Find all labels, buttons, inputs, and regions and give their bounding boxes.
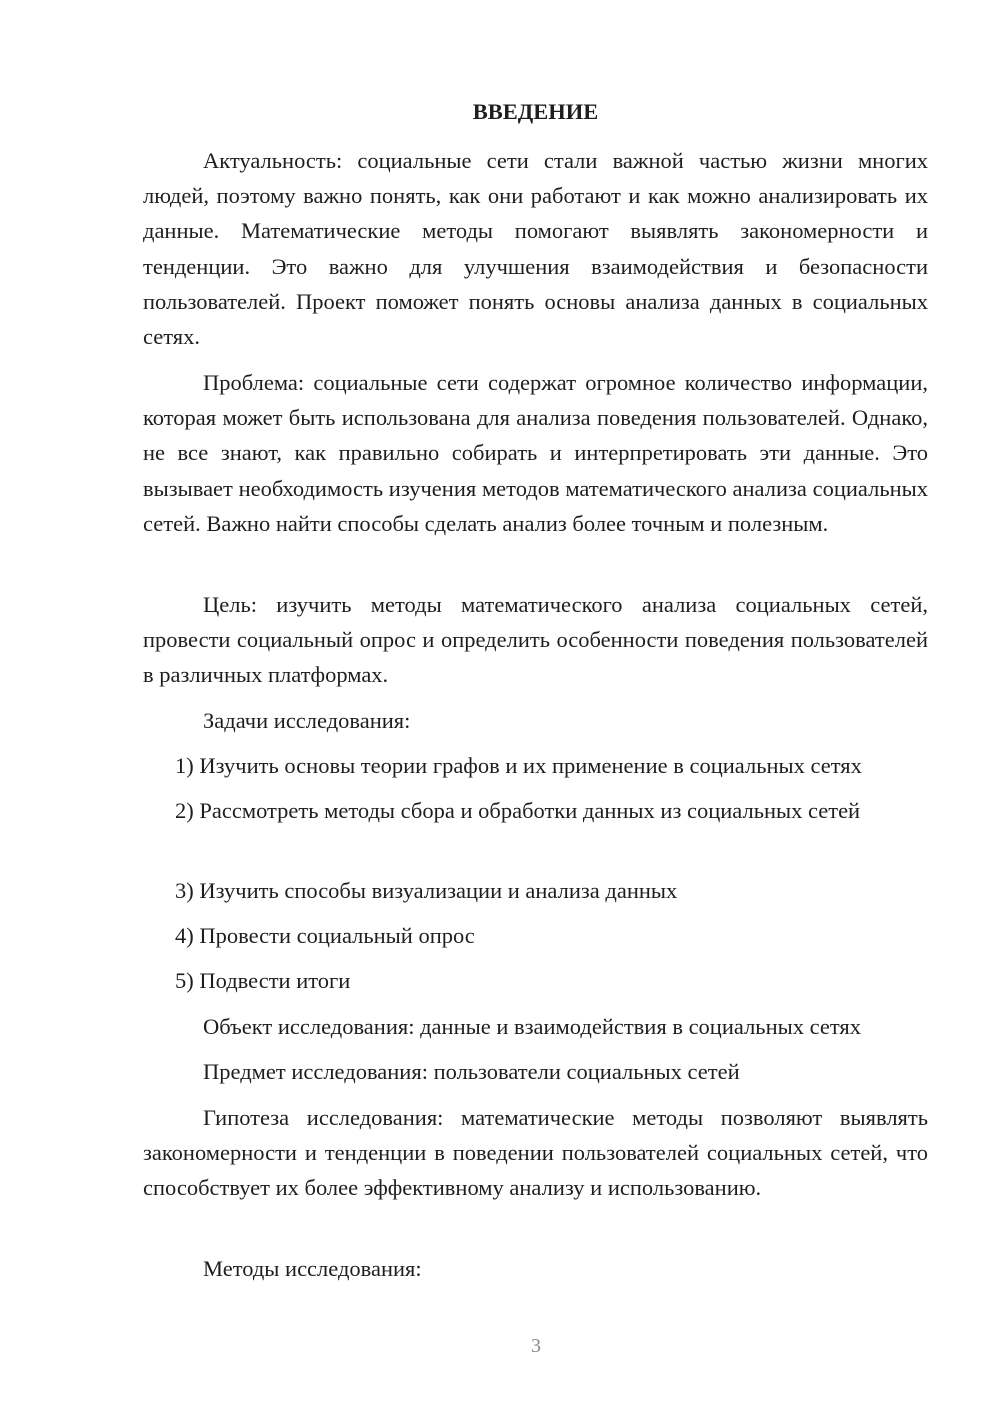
paragraph-problem: Проблема: социальные сети содержат огромное количество информации, которая может быть использована для анализа поведения пользователей. Однако, не все знают, как правильно собирать и интерпретировать эти данные. Это вызывает необходимость изучения методов математического анализа социальных сетей. Важно найти способы сделать анализ более точным и полезным. [143,370,928,536]
tasks-heading: Задачи исследования: [203,708,411,733]
task-item-4: 4) Провести социальный опрос [175,923,475,948]
paragraph-relevance: Актуальность: социальные сети стали важной частью жизни многих людей, поэтому важно понять, как они работают и как можно анализировать их данные. Математические методы помогают выявлять закономерности и тенденции. Это важно для улучшения взаимодействия и безопасности пользователей. Проект поможет понять основы анализа данных в социальных сетях. [143,148,928,350]
paragraph-object: Объект исследования: данные и взаимодействия в социальных сетях [203,1014,861,1039]
task-item-3: 3) Изучить способы визуализации и анализа данных [175,878,678,903]
task-item-1: 1) Изучить основы теории графов и их применение в социальных сетях [175,753,862,778]
page-number: 3 [531,1335,541,1357]
page-title: ВВЕДЕНИЕ [472,99,599,124]
paragraph-hypothesis: Гипотеза исследования: математические методы позволяют выявлять закономерности и тенденции в поведении пользователей социальных сетей, что способствует их более эффективному анализу и использованию. [143,1105,928,1201]
methods-heading: Методы исследования: [203,1256,422,1281]
task-item-5: 5) Подвести итоги [175,968,351,993]
paragraph-subject: Предмет исследования: пользователи социальных сетей [203,1059,740,1084]
paragraph-goal: Цель: изучить методы математического анализа социальных сетей, провести социальный опрос и определить особенности поведения пользователей в различных платформах. [143,592,928,688]
task-item-2: 2) Рассмотреть методы сбора и обработки данных из социальных сетей [175,798,861,823]
